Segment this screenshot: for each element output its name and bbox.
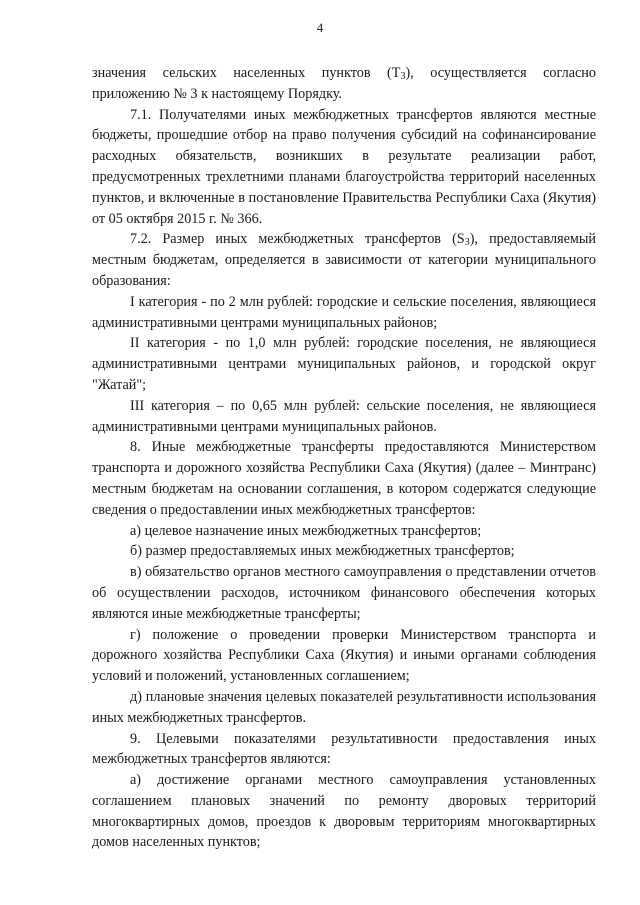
category-1-item: I категория - по 2 млн рублей: городские и сельские поселения, являющиеся административными центрами муниципальных районов; bbox=[92, 293, 596, 331]
paragraph-7-1: 7.1. Получателями иных межбюджетных трансфертов являются местные бюджеты, прошедшие отбор на право получения субсидий на софинансирование расходных обязательств, возникших в результате реализации работ, предусмотренных трехлетними планами благоустройства территорий населенных пунктов, и включенные в постановление Правительства Республики Саха (Якутия) от 05 октября 2015 г. № 366. bbox=[92, 106, 596, 227]
list-item-v: в) обязательство органов местного самоуправления о представлении отчетов об осуществлении расходов, источником финансового обеспечения которых являются иные межбюджетные трансферты; bbox=[92, 564, 596, 622]
page-number: 4 bbox=[316, 20, 324, 35]
list-item-g: г) положение о проведении проверки Министерством транспорта и дорожного хозяйства Республики Саха (Якутия) и иными органами соблюдения условий и положений, установленных соглашением; bbox=[92, 626, 596, 685]
list-item-b: б) размер предоставляемых иных межбюджетных трансфертов; bbox=[130, 543, 515, 560]
list-item-a: а) целевое назначение иных межбюджетных трансфертов; bbox=[130, 522, 482, 539]
paragraph-continuation: значения сельских населенных пунктов $(T_3)$, осуществляется согласно приложению № 3 к настоящему Порядку. bbox=[92, 65, 596, 102]
paragraph-9: 9. Целевыми показателями результативности предоставления иных межбюджетных трансфертов являются: bbox=[92, 730, 596, 768]
indicator-item-a: а) достижение органами местного самоуправления установленных соглашением плановых значений по ремонту дворовых территорий многоквартирных домов, проездов к дворовым территориям многоквартирных домов населенных пунктов; bbox=[92, 772, 596, 851]
list-item-d: д) плановые значения целевых показателей результативности использования иных межбюджетных трансфертов. bbox=[92, 688, 596, 726]
paragraph-8: 8. Иные межбюджетные трансферты предоставляются Министерством транспорта и дорожного хозяйства Республики Саха (Якутия) (далее – Минтранс) местным бюджетам на основании соглашения, в котором содержатся следующие сведения о предоставлении иных межбюджетных трансфертов: bbox=[92, 439, 596, 518]
category-2-item: II категория - по 1,0 млн рублей: городские поселения, не являющиеся административными центрами муниципальных районов, и городской округ "Жатай"; bbox=[92, 335, 596, 393]
paragraph-7-2: 7.2. Размер иных межбюджетных трансфертов $(S_3)$, предоставляемый местным бюджетам, определяется в зависимости от категории муниципального образования: bbox=[92, 231, 597, 289]
document-body bbox=[92, 63, 596, 853]
category-3-item: III категория – по 0,65 млн рублей: сельские поселения, не являющиеся административными центрами муниципальных районов. bbox=[92, 397, 596, 435]
